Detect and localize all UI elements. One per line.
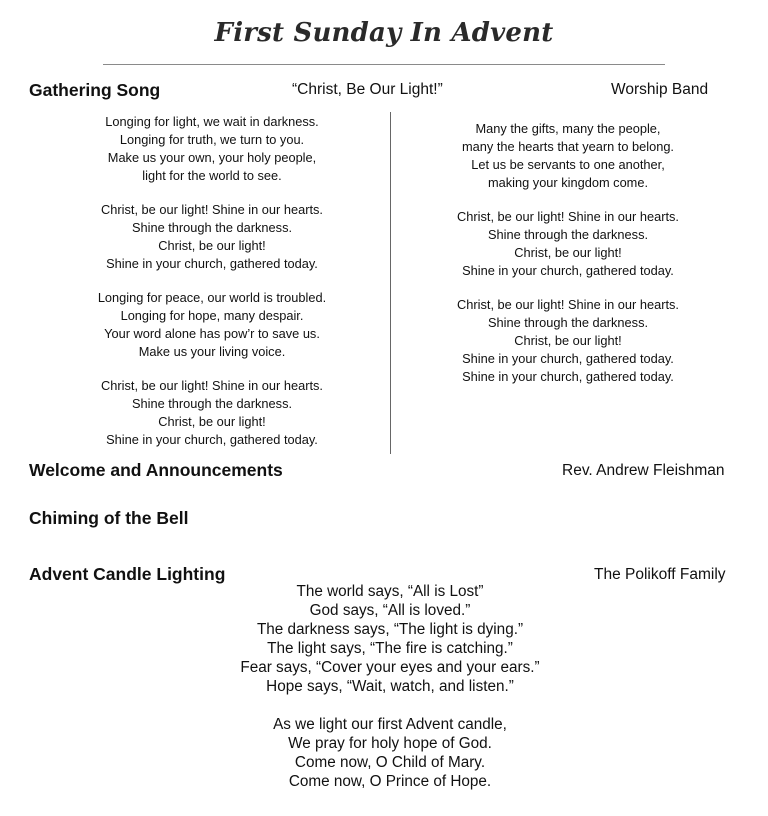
reading-line: The world says, “All is Lost”: [296, 583, 484, 600]
lyric-line: Shine through the darkness.: [131, 220, 293, 235]
reading-line: Come now, O Child of Mary.: [294, 754, 486, 771]
reading-line: Hope says, “Wait, watch, and listen.”: [266, 678, 514, 695]
reading-line: The darkness says, “The light is dying.”: [256, 621, 524, 638]
lyric-line: Christ, be our light! Shine in our hearts.: [101, 202, 323, 217]
lyric-line: Make us your own, your holy people,: [107, 150, 317, 165]
candle-leader: The Polikoff Family: [594, 566, 726, 583]
lyric-line: Christ, be our light!: [514, 245, 622, 260]
lyric-line: Shine through the darkness.: [131, 396, 293, 411]
lyric-line: Longing for light, we wait in darkness.: [105, 114, 319, 129]
reading-line: The light says, “The fire is catching.”: [267, 640, 513, 657]
candle-stanza-1: [190, 582, 590, 696]
lyric-line: Make us your living voice.: [138, 344, 286, 359]
left-stanza-2: [62, 201, 362, 273]
bell-heading: Chiming of the Bell: [29, 508, 189, 528]
lyric-line: Longing for peace, our world is troubled.: [97, 290, 327, 305]
lyric-line: Christ, be our light! Shine in our hearts.: [457, 297, 679, 312]
lyric-line: Christ, be our light!: [158, 414, 266, 429]
lyric-line: Christ, be our light!: [158, 238, 266, 253]
lyric-line: Your word alone has pow’r to save us.: [104, 326, 320, 341]
lyric-line: many the hearts that yearn to belong.: [462, 139, 674, 154]
lyric-line: Shine in your church, gathered today.: [106, 432, 318, 447]
reading-line: Come now, O Prince of Hope.: [288, 773, 492, 790]
column-divider: [390, 112, 391, 454]
right-stanza-3: [418, 296, 718, 386]
lyric-line: Shine through the darkness.: [487, 227, 649, 242]
candle-heading: Advent Candle Lighting: [29, 564, 226, 584]
lyric-line: Shine in your church, gathered today.: [106, 256, 318, 271]
reading-line: We pray for holy hope of God.: [288, 735, 492, 752]
right-stanza-2: [418, 208, 718, 280]
lyric-line: Christ, be our light!: [514, 333, 622, 348]
lyric-line: Let us be servants to one another,: [471, 157, 665, 172]
reading-line: God says, “All is loved.”: [309, 602, 471, 619]
lyric-line: making your kingdom come.: [487, 175, 649, 190]
lyric-line: Longing for hope, many despair.: [120, 308, 304, 323]
left-stanza-3: [62, 289, 362, 361]
reading-line: Fear says, “Cover your eyes and your ears.”: [240, 659, 540, 676]
welcome-leader: Rev. Andrew Fleishman: [562, 462, 725, 479]
gathering-leader: Worship Band: [611, 81, 709, 98]
page-title: First Sunday In Advent: [214, 18, 554, 48]
lyric-line: Shine in your church, gathered today.: [462, 369, 674, 384]
welcome-heading: Welcome and Announcements: [29, 460, 283, 480]
lyric-line: Longing for truth, we turn to you.: [119, 132, 305, 147]
right-stanza-1: [418, 120, 718, 192]
lyric-line: Shine in your church, gathered today.: [462, 263, 674, 278]
left-stanza-1: [62, 113, 362, 185]
candle-stanza-2: [190, 715, 590, 791]
lyric-line: light for the world to see.: [142, 168, 282, 183]
lyric-line: Christ, be our light! Shine in our hearts.: [457, 209, 679, 224]
gathering-song-heading: Gathering Song: [29, 80, 161, 100]
song-title: “Christ, Be Our Light!”: [292, 81, 443, 98]
lyric-line: Shine in your church, gathered today.: [462, 351, 674, 366]
left-stanza-4: [62, 377, 362, 449]
reading-line: As we light our first Advent candle,: [273, 716, 507, 733]
lyric-line: Shine through the darkness.: [487, 315, 649, 330]
lyric-line: Christ, be our light! Shine in our hearts.: [101, 378, 323, 393]
lyric-line: Many the gifts, many the people,: [475, 121, 661, 136]
title-divider: [103, 64, 665, 65]
